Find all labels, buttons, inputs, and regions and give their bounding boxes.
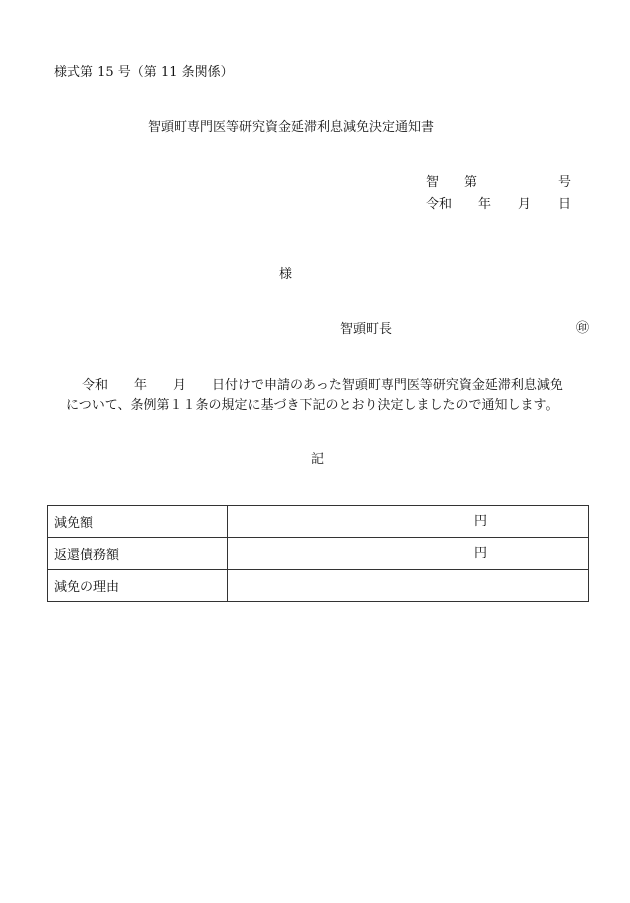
- table-row: [48, 538, 589, 570]
- number-suffix: 号: [558, 175, 572, 190]
- document-title: 智頭町専門医等研究資金延滞利息減免決定通知書: [148, 120, 435, 135]
- detail-table: [47, 505, 589, 602]
- form-number: 様式第 15 号（第 11 条関係）: [54, 65, 234, 80]
- number-prefix: 智: [426, 175, 440, 190]
- document-number-row: [426, 176, 572, 198]
- date-era: 令和: [426, 197, 453, 212]
- row-value-cell: [228, 506, 589, 538]
- sender-name: 智頭町長: [340, 322, 393, 337]
- table-row: [48, 506, 589, 538]
- date-day: 日: [558, 197, 572, 212]
- recipient-suffix: 様: [279, 267, 293, 282]
- ki-heading: 記: [311, 452, 325, 467]
- row-value: 円: [474, 514, 488, 529]
- issue-number-block: [426, 176, 572, 220]
- date-month: 月: [518, 197, 532, 212]
- body-text-line-1: 令和 年 月 日付けで申請のあった智頭町専門医等研究資金延滞利息減免: [82, 378, 563, 393]
- number-mid: 第: [464, 175, 478, 190]
- body-text-line-2: について、条例第１１条の規定に基づき下記のとおり決定しましたので通知します。: [66, 398, 559, 413]
- row-label: 減免の理由: [48, 570, 228, 602]
- seal-mark: ㊞: [576, 321, 590, 336]
- row-label: 返還債務額: [48, 538, 228, 570]
- row-value: 円: [474, 546, 488, 561]
- row-label: 減免額: [48, 506, 228, 538]
- date-year: 年: [478, 197, 492, 212]
- date-row: [426, 198, 572, 220]
- row-value-cell: [228, 570, 589, 602]
- table-row: [48, 570, 589, 602]
- row-value-cell: [228, 538, 589, 570]
